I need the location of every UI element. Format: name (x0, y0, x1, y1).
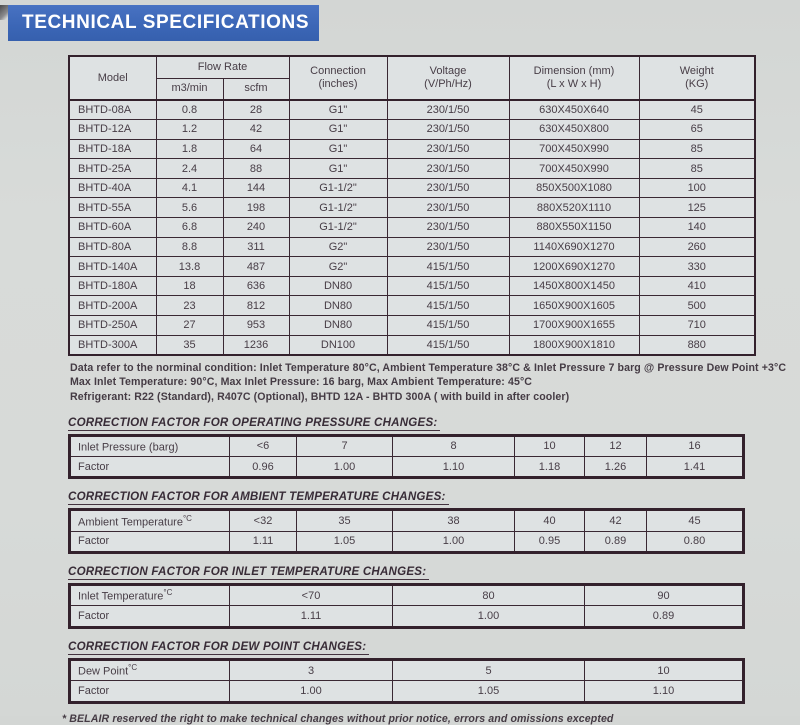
param-row (70, 659, 744, 680)
spec-cell: 23 (156, 296, 223, 316)
spec-row (69, 276, 755, 296)
spec-table (68, 55, 756, 356)
spec-cell: 1236 (223, 335, 289, 355)
spec-cell: 230/1/50 (387, 178, 509, 198)
spec-row (69, 178, 755, 198)
spec-cell: 880 (639, 335, 755, 355)
spec-row (69, 120, 755, 140)
spec-row (69, 335, 755, 355)
spec-cell: 330 (639, 257, 755, 277)
correction-table-dew-point (68, 658, 745, 704)
spec-cell: BHTD-80A (69, 237, 156, 257)
spec-row (69, 139, 755, 159)
factor-label-cell: Factor (70, 456, 230, 477)
value-cell: 0.95 (515, 531, 585, 552)
note-line: Max Inlet Temperature: 90°C, Max Inlet Pressure: 16 barg, Max Ambient Temperature: 45°C (70, 376, 533, 389)
value-cell: 90 (585, 585, 744, 606)
spec-row (69, 198, 755, 218)
value-cell: 1.00 (393, 606, 585, 627)
value-cell: 1.41 (647, 456, 744, 477)
value-cell: 1.18 (515, 456, 585, 477)
spec-cell: 1.2 (156, 120, 223, 140)
value-cell: 12 (585, 435, 647, 456)
spec-cell: BHTD-250A (69, 316, 156, 336)
page-title: TECHNICAL SPECIFICATIONS (22, 12, 310, 33)
value-cell: 0.89 (585, 531, 647, 552)
spec-cell: 812 (223, 296, 289, 316)
factor-row (70, 456, 744, 477)
param-row (70, 510, 744, 531)
param-label-cell: Dew Point$^{^\circ C}$ (70, 659, 230, 680)
note-line: Data refer to the norminal condition: Inlet Temperature 80°C, Ambient Temperature 38°C & Inlet Pressure 7 barg @ Pressure Dew Point +3°C (70, 361, 787, 374)
spec-cell: 415/1/50 (387, 316, 509, 336)
col-header-model: Model (69, 56, 156, 100)
spec-cell: 415/1/50 (387, 335, 509, 355)
spec-cell: G1" (289, 139, 387, 159)
correction-table-inlet-temperature (68, 583, 745, 629)
spec-cell: BHTD-140A (69, 257, 156, 277)
factor-label-cell: Factor (70, 531, 230, 552)
value-cell: 1.26 (585, 456, 647, 477)
document-page (0, 5, 800, 725)
spec-cell: 415/1/50 (387, 257, 509, 277)
disclaimer-note: * BELAIR reserved the right to make technical changes without prior notice, errors and omissions excepted (62, 712, 614, 725)
value-cell: 5 (393, 659, 585, 680)
spec-cell: 230/1/50 (387, 218, 509, 238)
value-cell: 45 (647, 510, 744, 531)
section-heading-ambient-temperature: CORRECTION FACTOR FOR AMBIENT TEMPERATURE CHANGES: (68, 490, 800, 505)
spec-cell: 8.8 (156, 237, 223, 257)
section-heading-dew-point: CORRECTION FACTOR FOR DEW POINT CHANGES: (68, 640, 800, 655)
spec-cell: DN80 (289, 276, 387, 296)
spec-cell: BHTD-08A (69, 100, 156, 120)
col-header-m3min: m3/min (156, 78, 223, 100)
value-cell: <70 (230, 585, 393, 606)
spec-cell: 700X450X990 (509, 139, 639, 159)
spec-cell: 953 (223, 316, 289, 336)
spec-cell: 5.6 (156, 198, 223, 218)
spec-cell: 42 (223, 120, 289, 140)
spec-cell: G2" (289, 237, 387, 257)
spec-cell: 415/1/50 (387, 276, 509, 296)
value-cell: 0.89 (585, 606, 744, 627)
spec-cell: 65 (639, 120, 755, 140)
spec-cell: BHTD-200A (69, 296, 156, 316)
spec-cell: 311 (223, 237, 289, 257)
spec-cell: G1" (289, 100, 387, 120)
spec-cell: G1" (289, 120, 387, 140)
spec-row (69, 237, 755, 257)
col-header-voltage: Voltage (V/Ph/Hz) (387, 56, 509, 100)
spec-cell: 260 (639, 237, 755, 257)
spec-cell: 28 (223, 100, 289, 120)
value-cell: 1.00 (230, 681, 393, 702)
spec-cell: 13.8 (156, 257, 223, 277)
spec-row (69, 296, 755, 316)
value-cell: 1.10 (393, 456, 515, 477)
spec-cell: G1-1/2" (289, 218, 387, 238)
spec-cell: 415/1/50 (387, 296, 509, 316)
spec-cell: DN80 (289, 316, 387, 336)
factor-label-cell: Factor (70, 681, 230, 702)
spec-cell: 230/1/50 (387, 159, 509, 179)
section-heading-inlet-temperature: CORRECTION FACTOR FOR INLET TEMPERATURE CHANGES: (68, 565, 800, 580)
spec-cell: BHTD-300A (69, 335, 156, 355)
spec-cell: BHTD-25A (69, 159, 156, 179)
spec-cell: BHTD-55A (69, 198, 156, 218)
spec-cell: 198 (223, 198, 289, 218)
spec-cell: BHTD-18A (69, 139, 156, 159)
value-cell: 1.05 (393, 681, 585, 702)
value-cell: 38 (393, 510, 515, 531)
spec-cell: 710 (639, 316, 755, 336)
page-title-bar (8, 5, 319, 41)
spec-cell: 1140X690X1270 (509, 237, 639, 257)
col-header-dimension: Dimension (mm) (L x W x H) (509, 56, 639, 100)
correction-table-operating-pressure (68, 434, 745, 480)
spec-cell: 410 (639, 276, 755, 296)
spec-cell: G1-1/2" (289, 178, 387, 198)
value-cell: 10 (585, 659, 744, 680)
spec-table-header (69, 56, 755, 100)
value-cell: 1.00 (297, 456, 393, 477)
value-cell: 3 (230, 659, 393, 680)
spec-cell: 500 (639, 296, 755, 316)
spec-cell: 230/1/50 (387, 198, 509, 218)
spec-row (69, 316, 755, 336)
value-cell: 10 (515, 435, 585, 456)
spec-cell: 35 (156, 335, 223, 355)
spec-cell: 1650X900X1605 (509, 296, 639, 316)
spec-cell: 1200X690X1270 (509, 257, 639, 277)
correction-table-ambient-temperature (68, 508, 745, 554)
value-cell: 42 (585, 510, 647, 531)
value-cell: 7 (297, 435, 393, 456)
spec-cell: 85 (639, 159, 755, 179)
factor-row (70, 531, 744, 552)
spec-row (69, 218, 755, 238)
value-cell: 80 (393, 585, 585, 606)
factor-row (70, 681, 744, 702)
section-heading-operating-pressure: CORRECTION FACTOR FOR OPERATING PRESSURE CHANGES: (68, 416, 800, 431)
spec-cell: 1800X900X1810 (509, 335, 639, 355)
spec-table-body (69, 100, 755, 355)
spec-cell: BHTD-180A (69, 276, 156, 296)
spec-cell: BHTD-40A (69, 178, 156, 198)
note-line: Refrigerant: R22 (Standard), R407C (Optional), BHTD 12A - BHTD 300A ( with build in after cooler) (70, 390, 570, 403)
spec-cell: BHTD-12A (69, 120, 156, 140)
col-header-scfm: scfm (223, 78, 289, 100)
spec-cell: 230/1/50 (387, 100, 509, 120)
spec-cell: 140 (639, 218, 755, 238)
nominal-condition-notes (70, 361, 800, 405)
spec-cell: 64 (223, 139, 289, 159)
value-cell: 1.10 (585, 681, 744, 702)
value-cell: 1.11 (230, 531, 297, 552)
spec-cell: 88 (223, 159, 289, 179)
value-cell: 16 (647, 435, 744, 456)
spec-cell: 230/1/50 (387, 120, 509, 140)
spec-row (69, 257, 755, 277)
spec-cell: 230/1/50 (387, 139, 509, 159)
spec-cell: 144 (223, 178, 289, 198)
spec-cell: 487 (223, 257, 289, 277)
spec-cell: 2.4 (156, 159, 223, 179)
param-label-cell: Inlet Temperature$^{^\circ C}$ (70, 585, 230, 606)
col-header-weight: Weight (KG) (639, 56, 755, 100)
spec-cell: 6.8 (156, 218, 223, 238)
spec-cell: 636 (223, 276, 289, 296)
spec-cell: 850X500X1080 (509, 178, 639, 198)
spec-cell: 700X450X990 (509, 159, 639, 179)
spec-cell: 45 (639, 100, 755, 120)
spec-cell: 880X550X1150 (509, 218, 639, 238)
spec-cell: G2" (289, 257, 387, 277)
spec-cell: 100 (639, 178, 755, 198)
value-cell: <6 (230, 435, 297, 456)
spec-cell: BHTD-60A (69, 218, 156, 238)
spec-cell: 630X450X800 (509, 120, 639, 140)
value-cell: 8 (393, 435, 515, 456)
value-cell: 0.96 (230, 456, 297, 477)
spec-cell: 1450X800X1450 (509, 276, 639, 296)
spec-cell: DN80 (289, 296, 387, 316)
param-label-cell: Inlet Pressure (barg) (70, 435, 230, 456)
factor-label-cell: Factor (70, 606, 230, 627)
spec-cell: 27 (156, 316, 223, 336)
spec-cell: G1" (289, 159, 387, 179)
spec-cell: 1700X900X1655 (509, 316, 639, 336)
spec-row (69, 100, 755, 120)
spec-cell: 240 (223, 218, 289, 238)
spec-cell: 630X450X640 (509, 100, 639, 120)
param-label-cell: Ambient Temperature$^{^\circ C}$ (70, 510, 230, 531)
spec-cell: 1.8 (156, 139, 223, 159)
value-cell: 1.00 (393, 531, 515, 552)
param-row (70, 585, 744, 606)
spec-cell: 230/1/50 (387, 237, 509, 257)
value-cell: 1.11 (230, 606, 393, 627)
spec-row (69, 159, 755, 179)
spec-cell: 85 (639, 139, 755, 159)
param-row (70, 435, 744, 456)
spec-cell: 18 (156, 276, 223, 296)
col-header-connection: Connection (inches) (289, 56, 387, 100)
value-cell: 1.05 (297, 531, 393, 552)
spec-cell: 880X520X1110 (509, 198, 639, 218)
factor-row (70, 606, 744, 627)
value-cell: 35 (297, 510, 393, 531)
spec-cell: 4.1 (156, 178, 223, 198)
spec-cell: 125 (639, 198, 755, 218)
value-cell: <32 (230, 510, 297, 531)
value-cell: 40 (515, 510, 585, 531)
spec-cell: DN100 (289, 335, 387, 355)
col-header-flow-rate: Flow Rate (156, 56, 289, 78)
spec-cell: 0.8 (156, 100, 223, 120)
value-cell: 0.80 (647, 531, 744, 552)
spec-cell: G1-1/2" (289, 198, 387, 218)
